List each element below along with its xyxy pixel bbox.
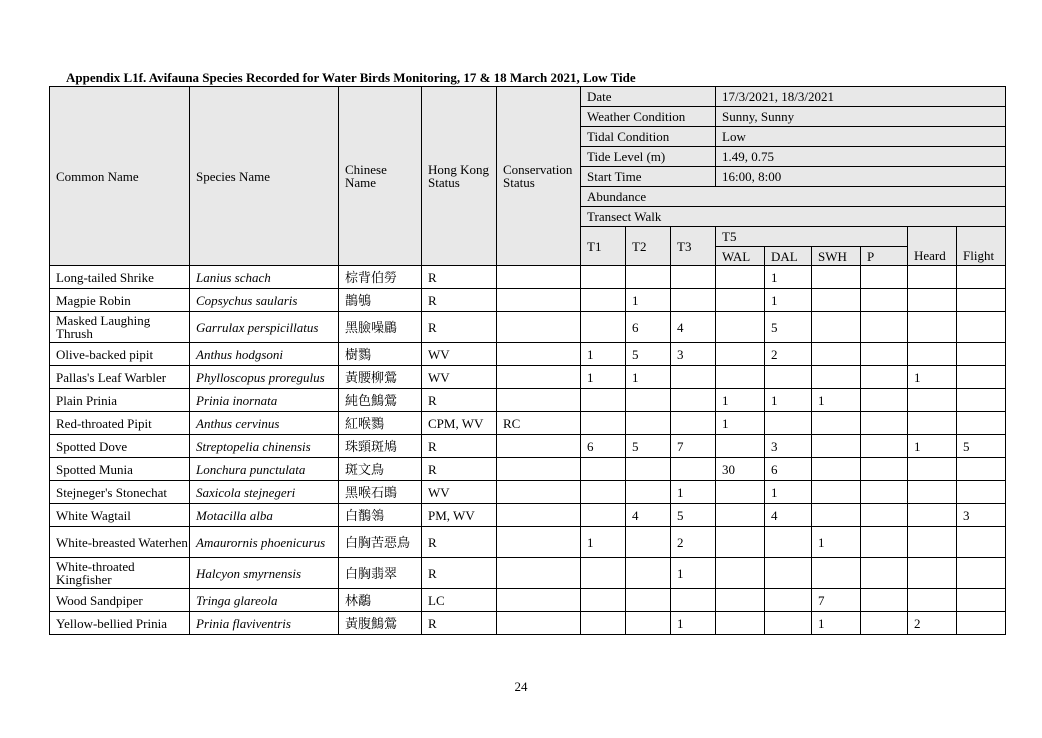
cell-count-heard	[908, 589, 957, 612]
cell-count-t3: 1	[671, 481, 716, 504]
t5-sub-p: P	[861, 247, 908, 266]
cell-count-t5-swh	[812, 266, 861, 289]
cell-count-t5-swh	[812, 504, 861, 527]
table-row	[50, 266, 1006, 289]
cell-count-t3: 2	[671, 527, 716, 558]
cell-conservation-status	[497, 458, 581, 481]
cell-common-name: Wood Sandpiper	[50, 589, 190, 612]
table-row	[50, 527, 1006, 558]
transect-t2-header: T2	[626, 227, 671, 266]
cell-count-t2: 1	[626, 366, 671, 389]
t5-sub-wal: WAL	[716, 247, 765, 266]
cell-count-t5-dal: 1	[765, 289, 812, 312]
header-species-name: Species Name	[190, 87, 339, 266]
cell-species-name: Anthus cervinus	[190, 412, 339, 435]
cell-species-name: Tringa glareola	[190, 589, 339, 612]
cell-count-t5-p	[861, 289, 908, 312]
cell-chinese-name: 林鷸	[339, 589, 422, 612]
table-row	[50, 558, 1006, 589]
cell-conservation-status	[497, 366, 581, 389]
cell-count-t5-wal: 1	[716, 389, 765, 412]
cell-conservation-status: RC	[497, 412, 581, 435]
cell-count-t1	[581, 412, 626, 435]
heard-header-top	[908, 227, 957, 247]
cell-common-name: Red-throated Pipit	[50, 412, 190, 435]
cell-chinese-name: 棕背伯勞	[339, 266, 422, 289]
cell-hk-status: R	[422, 558, 497, 589]
cell-count-t1: 6	[581, 435, 626, 458]
cell-common-name: Plain Prinia	[50, 389, 190, 412]
cell-count-t2	[626, 458, 671, 481]
cell-hk-status: R	[422, 266, 497, 289]
cell-hk-status: R	[422, 527, 497, 558]
cell-count-t2	[626, 266, 671, 289]
cell-count-t5-wal	[716, 527, 765, 558]
cell-count-t5-p	[861, 481, 908, 504]
header-hk-status: Hong Kong Status	[422, 87, 497, 266]
table-row	[50, 312, 1006, 343]
info-value-weather: Sunny, Sunny	[716, 107, 1006, 127]
cell-count-t5-wal	[716, 435, 765, 458]
table-row	[50, 343, 1006, 366]
cell-count-t5-wal	[716, 481, 765, 504]
cell-count-t5-swh	[812, 481, 861, 504]
cell-count-t3	[671, 266, 716, 289]
cell-count-t5-dal: 6	[765, 458, 812, 481]
cell-count-t5-wal	[716, 312, 765, 343]
cell-conservation-status	[497, 343, 581, 366]
cell-hk-status: R	[422, 612, 497, 635]
avifauna-table	[49, 86, 1006, 635]
table-row	[50, 435, 1006, 458]
cell-count-t5-wal	[716, 366, 765, 389]
cell-hk-status: R	[422, 289, 497, 312]
info-label-tidal: Tidal Condition	[581, 127, 716, 147]
cell-count-t3: 1	[671, 612, 716, 635]
cell-count-heard	[908, 481, 957, 504]
cell-count-t1: 1	[581, 366, 626, 389]
cell-count-t5-p	[861, 389, 908, 412]
cell-species-name: Lanius schach	[190, 266, 339, 289]
cell-count-t5-dal: 1	[765, 266, 812, 289]
cell-conservation-status	[497, 481, 581, 504]
cell-count-t5-p	[861, 412, 908, 435]
cell-count-flight	[957, 612, 1006, 635]
cell-count-heard	[908, 343, 957, 366]
transect-t1-header: T1	[581, 227, 626, 266]
cell-species-name: Saxicola stejnegeri	[190, 481, 339, 504]
cell-count-t5-swh: 1	[812, 389, 861, 412]
cell-count-t1	[581, 504, 626, 527]
cell-count-t5-p	[861, 435, 908, 458]
cell-count-heard	[908, 289, 957, 312]
cell-count-heard	[908, 504, 957, 527]
cell-chinese-name: 黑喉石鵖	[339, 481, 422, 504]
table-row	[50, 412, 1006, 435]
table-row	[50, 389, 1006, 412]
cell-species-name: Lonchura punctulata	[190, 458, 339, 481]
cell-count-heard	[908, 312, 957, 343]
info-value-start-time: 16:00, 8:00	[716, 167, 1006, 187]
cell-count-t5-wal: 30	[716, 458, 765, 481]
cell-count-t1	[581, 289, 626, 312]
cell-count-flight	[957, 412, 1006, 435]
cell-count-heard	[908, 412, 957, 435]
cell-count-t5-dal	[765, 412, 812, 435]
cell-conservation-status	[497, 266, 581, 289]
cell-common-name: Olive-backed pipit	[50, 343, 190, 366]
cell-count-t3: 5	[671, 504, 716, 527]
cell-count-flight	[957, 366, 1006, 389]
cell-count-t3	[671, 589, 716, 612]
cell-hk-status: R	[422, 389, 497, 412]
cell-count-t5-dal	[765, 527, 812, 558]
cell-common-name: Yellow-bellied Prinia	[50, 612, 190, 635]
cell-chinese-name: 白胸苦惡鳥	[339, 527, 422, 558]
cell-count-t2: 5	[626, 343, 671, 366]
cell-count-t5-dal: 3	[765, 435, 812, 458]
cell-chinese-name: 珠頸斑鳩	[339, 435, 422, 458]
cell-count-t5-dal	[765, 612, 812, 635]
cell-count-t5-dal: 4	[765, 504, 812, 527]
cell-count-t5-swh	[812, 343, 861, 366]
transect-t5-header: T5	[716, 227, 908, 247]
flight-header-top	[957, 227, 1006, 247]
cell-count-t5-swh: 1	[812, 612, 861, 635]
cell-count-t5-p	[861, 504, 908, 527]
cell-species-name: Copsychus saularis	[190, 289, 339, 312]
cell-count-t2: 6	[626, 312, 671, 343]
cell-chinese-name: 黃腹鷦鶯	[339, 612, 422, 635]
cell-count-t3: 3	[671, 343, 716, 366]
cell-count-t1	[581, 589, 626, 612]
cell-count-heard: 1	[908, 435, 957, 458]
cell-count-flight	[957, 343, 1006, 366]
cell-count-flight	[957, 589, 1006, 612]
cell-count-t5-p	[861, 266, 908, 289]
info-label-weather: Weather Condition	[581, 107, 716, 127]
cell-conservation-status	[497, 312, 581, 343]
cell-conservation-status	[497, 527, 581, 558]
cell-chinese-name: 白胸翡翠	[339, 558, 422, 589]
cell-chinese-name: 純色鷦鶯	[339, 389, 422, 412]
cell-conservation-status	[497, 389, 581, 412]
cell-count-t5-p	[861, 366, 908, 389]
cell-hk-status: CPM, WV	[422, 412, 497, 435]
cell-count-t2	[626, 558, 671, 589]
cell-hk-status: WV	[422, 481, 497, 504]
cell-count-t3	[671, 366, 716, 389]
cell-count-flight	[957, 312, 1006, 343]
cell-count-t3: 1	[671, 558, 716, 589]
table-row	[50, 612, 1006, 635]
cell-count-t5-wal	[716, 289, 765, 312]
cell-count-t3	[671, 412, 716, 435]
cell-count-heard: 1	[908, 366, 957, 389]
cell-count-heard	[908, 389, 957, 412]
cell-conservation-status	[497, 589, 581, 612]
cell-count-t3	[671, 389, 716, 412]
info-label-date: Date	[581, 87, 716, 107]
cell-chinese-name: 斑文鳥	[339, 458, 422, 481]
cell-species-name: Amaurornis phoenicurus	[190, 527, 339, 558]
cell-count-flight	[957, 481, 1006, 504]
transect-t3-header: T3	[671, 227, 716, 266]
cell-count-t2	[626, 612, 671, 635]
info-value-tidal: Low	[716, 127, 1006, 147]
table-row	[50, 458, 1006, 481]
cell-count-flight	[957, 266, 1006, 289]
cell-hk-status: WV	[422, 366, 497, 389]
cell-species-name: Prinia inornata	[190, 389, 339, 412]
cell-count-t5-wal	[716, 589, 765, 612]
cell-count-flight	[957, 558, 1006, 589]
info-label-start-time: Start Time	[581, 167, 716, 187]
heard-header: Heard	[908, 247, 957, 266]
cell-count-t1: 1	[581, 343, 626, 366]
cell-count-flight: 3	[957, 504, 1006, 527]
cell-count-t5-dal	[765, 558, 812, 589]
cell-count-heard	[908, 266, 957, 289]
cell-count-t5-dal: 1	[765, 389, 812, 412]
cell-count-t2	[626, 481, 671, 504]
cell-chinese-name: 白鶺鴒	[339, 504, 422, 527]
cell-common-name: White-breasted Waterhen	[50, 527, 190, 558]
header-common-name: Common Name	[50, 87, 190, 266]
info-label-tide-level: Tide Level (m)	[581, 147, 716, 167]
cell-count-t5-swh: 1	[812, 527, 861, 558]
cell-count-t5-dal: 1	[765, 481, 812, 504]
cell-hk-status: R	[422, 312, 497, 343]
cell-conservation-status	[497, 558, 581, 589]
cell-count-t5-dal: 5	[765, 312, 812, 343]
cell-count-t1	[581, 558, 626, 589]
cell-count-t2: 5	[626, 435, 671, 458]
cell-count-flight	[957, 289, 1006, 312]
cell-count-t2	[626, 412, 671, 435]
t5-sub-swh: SWH	[812, 247, 861, 266]
cell-common-name: Stejneger's Stonechat	[50, 481, 190, 504]
cell-chinese-name: 鵲鴝	[339, 289, 422, 312]
cell-count-t5-p	[861, 343, 908, 366]
transect-walk-header: Transect Walk	[581, 207, 1006, 227]
cell-count-t5-p	[861, 458, 908, 481]
cell-common-name: Magpie Robin	[50, 289, 190, 312]
cell-count-t1	[581, 458, 626, 481]
cell-count-t5-swh	[812, 412, 861, 435]
table-row	[50, 366, 1006, 389]
info-value-tide-level: 1.49, 0.75	[716, 147, 1006, 167]
cell-count-t2: 1	[626, 289, 671, 312]
cell-count-t5-p	[861, 612, 908, 635]
table-title: Appendix L1f. Avifauna Species Recorded for Water Birds Monitoring, 17 & 18 March 2021, Low Tide	[66, 70, 636, 85]
cell-hk-status: PM, WV	[422, 504, 497, 527]
cell-count-t2: 4	[626, 504, 671, 527]
cell-count-t3	[671, 289, 716, 312]
cell-count-t5-swh	[812, 558, 861, 589]
cell-common-name: Spotted Dove	[50, 435, 190, 458]
cell-common-name: White-throated Kingfisher	[50, 558, 190, 589]
cell-count-t5-swh	[812, 435, 861, 458]
cell-count-t5-p	[861, 589, 908, 612]
cell-count-t2	[626, 389, 671, 412]
cell-count-t5-swh: 7	[812, 589, 861, 612]
table-row	[50, 289, 1006, 312]
cell-count-flight	[957, 389, 1006, 412]
cell-count-t5-p	[861, 312, 908, 343]
cell-common-name: Long-tailed Shrike	[50, 266, 190, 289]
t5-sub-dal: DAL	[765, 247, 812, 266]
cell-count-t5-swh	[812, 289, 861, 312]
cell-count-t5-p	[861, 558, 908, 589]
cell-count-t5-swh	[812, 366, 861, 389]
cell-common-name: White Wagtail	[50, 504, 190, 527]
cell-species-name: Halcyon smyrnensis	[190, 558, 339, 589]
cell-count-flight	[957, 527, 1006, 558]
cell-count-t5-swh	[812, 458, 861, 481]
cell-count-t1	[581, 389, 626, 412]
cell-count-t5-dal	[765, 589, 812, 612]
cell-species-name: Streptopelia chinensis	[190, 435, 339, 458]
cell-common-name: Masked Laughing Thrush	[50, 312, 190, 343]
cell-hk-status: R	[422, 435, 497, 458]
cell-count-t3: 7	[671, 435, 716, 458]
cell-species-name: Garrulax perspicillatus	[190, 312, 339, 343]
cell-count-t5-wal	[716, 504, 765, 527]
cell-chinese-name: 紅喉鷚	[339, 412, 422, 435]
header-chinese-name: Chinese Name	[339, 87, 422, 266]
cell-count-t1	[581, 481, 626, 504]
cell-count-t5-wal	[716, 558, 765, 589]
cell-count-flight: 5	[957, 435, 1006, 458]
cell-chinese-name: 黃腰柳鶯	[339, 366, 422, 389]
cell-count-t2	[626, 527, 671, 558]
cell-count-t5-dal: 2	[765, 343, 812, 366]
cell-common-name: Spotted Munia	[50, 458, 190, 481]
header-conservation-status: Conservation Status	[497, 87, 581, 266]
cell-count-t5-dal	[765, 366, 812, 389]
cell-species-name: Prinia flaviventris	[190, 612, 339, 635]
cell-count-heard	[908, 527, 957, 558]
page-number: 24	[514, 679, 528, 694]
cell-count-flight	[957, 458, 1006, 481]
cell-count-t3: 4	[671, 312, 716, 343]
cell-count-t5-p	[861, 527, 908, 558]
cell-count-t2	[626, 589, 671, 612]
table-row	[50, 481, 1006, 504]
cell-count-t1	[581, 312, 626, 343]
cell-count-t5-wal	[716, 343, 765, 366]
cell-count-t1	[581, 266, 626, 289]
cell-count-heard	[908, 558, 957, 589]
cell-count-t5-wal: 1	[716, 412, 765, 435]
cell-chinese-name: 樹鷚	[339, 343, 422, 366]
cell-species-name: Phylloscopus proregulus	[190, 366, 339, 389]
cell-chinese-name: 黑臉噪鶥	[339, 312, 422, 343]
cell-conservation-status	[497, 504, 581, 527]
cell-conservation-status	[497, 289, 581, 312]
cell-count-heard	[908, 458, 957, 481]
table-row	[50, 504, 1006, 527]
cell-count-heard: 2	[908, 612, 957, 635]
cell-common-name: Pallas's Leaf Warbler	[50, 366, 190, 389]
cell-species-name: Motacilla alba	[190, 504, 339, 527]
cell-conservation-status	[497, 435, 581, 458]
cell-hk-status: R	[422, 458, 497, 481]
cell-count-t5-swh	[812, 312, 861, 343]
cell-conservation-status	[497, 612, 581, 635]
cell-species-name: Anthus hodgsoni	[190, 343, 339, 366]
table-row	[50, 589, 1006, 612]
cell-count-t5-wal	[716, 266, 765, 289]
abundance-header: Abundance	[581, 187, 1006, 207]
cell-hk-status: WV	[422, 343, 497, 366]
cell-count-t1: 1	[581, 527, 626, 558]
info-value-date: 17/3/2021, 18/3/2021	[716, 87, 1006, 107]
flight-header: Flight	[957, 247, 1006, 266]
cell-count-t3	[671, 458, 716, 481]
cell-count-t1	[581, 612, 626, 635]
cell-count-t5-wal	[716, 612, 765, 635]
cell-hk-status: LC	[422, 589, 497, 612]
